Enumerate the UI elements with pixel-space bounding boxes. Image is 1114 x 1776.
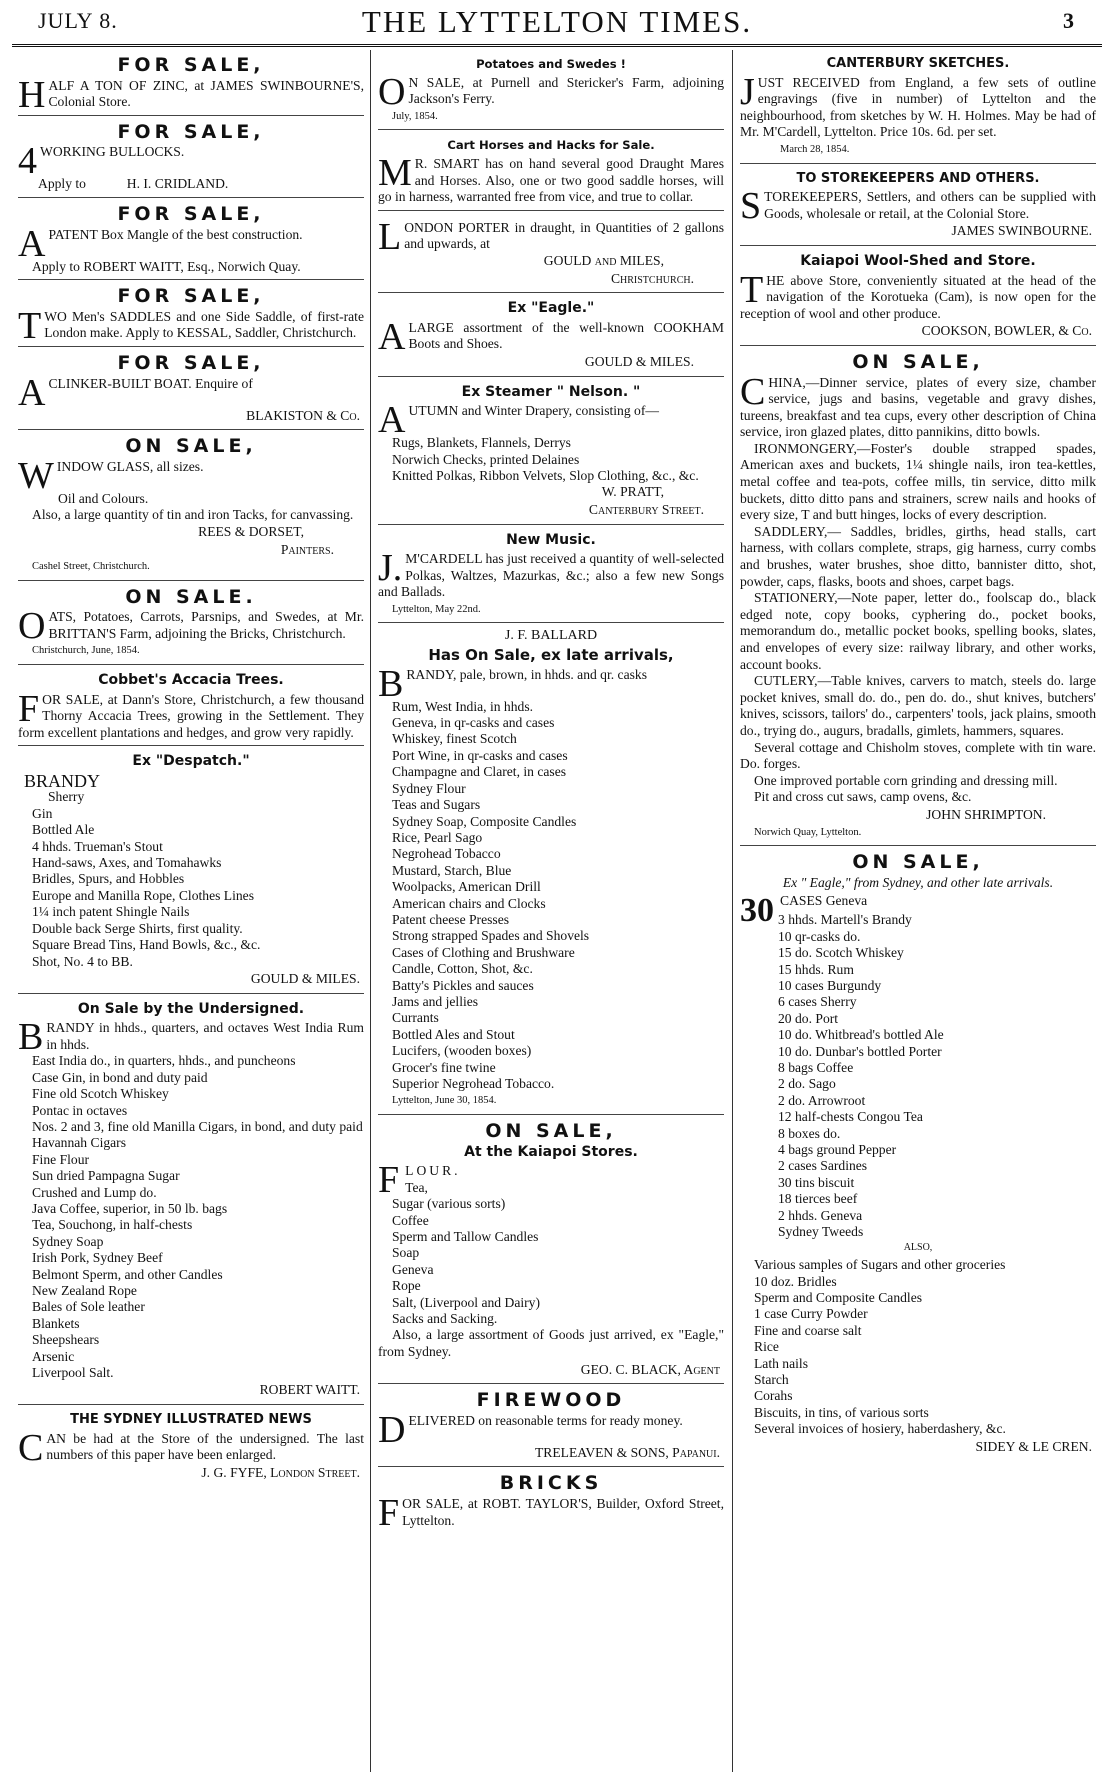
ad-text: OATS, Potatoes, Carrots, Parsnips, and Swedes, at Mr. BRITTAN'S Farm, adjoining the Bricks, Christchurch. (18, 605, 364, 648)
ad-text-2: Also, a large assortment of Goods just arrived, ex "Eagle," from Sydney. (378, 1327, 724, 1360)
list-item: Coffee (392, 1212, 429, 1228)
list-item: Fine and coarse salt (754, 1322, 862, 1338)
list-item: 30 tins biscuit (778, 1174, 855, 1190)
section-label: CUTLERY, (754, 673, 818, 689)
ad-shrimpton (740, 349, 1096, 846)
ad-signature: GOULD & MILES. (250, 970, 360, 986)
list-item: Double back Serge Shirts, first quality. (32, 920, 243, 936)
ad-signature: GEO. C. BLACK, Agent (580, 1361, 720, 1377)
list-item: 20 do. Port (778, 1010, 839, 1026)
ad-heading: J. F. BALLARD (504, 628, 598, 644)
list-item: 12 half-chests Congou Tea (778, 1109, 923, 1125)
ad-signature: GOULD & MILES. (584, 353, 694, 369)
list-item: Rugs, Blankets, Flannels, Derrys (392, 435, 571, 451)
ad-signature-2: Canterbury Street. (588, 501, 704, 517)
ad-text: AUTUMN and Winter Drapery, consisting of— (378, 399, 659, 442)
masthead-rule (12, 44, 1102, 47)
ad-undersigned (18, 997, 364, 1406)
list-item: Hand-saws, Axes, and Tomahawks (32, 855, 222, 871)
ad-heading: FOR SALE, (117, 285, 265, 308)
ad-date: March 28, 1854. (780, 143, 850, 155)
ad-signature: GOULD and MILES, (543, 252, 664, 268)
list-item: 18 tierces beef (778, 1191, 858, 1207)
list-item: Lucifers, (wooden boxes) (392, 1043, 532, 1059)
list-item: BRANDY (24, 771, 101, 792)
ad-signature: TRELEAVEN & SONS, Papanui. (534, 1444, 720, 1460)
ad-line: Oil and Colours. (58, 490, 149, 506)
list-item: Case Gin, in bond and duty paid (32, 1069, 208, 1085)
ad-apply: Apply to (38, 176, 86, 192)
section-text: — Saddles, bridles, girths, head stalls, cart harness, with collars complete, straps, gig harness, curry combs and brushes, water brushes, shoe ditto, bannister ditto, shot, powder, caps, flasks, boots and shoes, carpet bags. (740, 523, 1096, 589)
ad-signature: JOHN SHRIMPTON. (926, 806, 1046, 822)
ad-text: THE above Store, conveniently situated at the head of the navigation of the Korotueka (Cam), is now open for the reception of wool and other produce. (740, 268, 1096, 321)
ad-signature: REES & DORSET, (198, 523, 304, 539)
list-item: 10 doz. Bridles (754, 1273, 837, 1289)
mill-text: One improved portable corn grinding and dressing mill. (754, 772, 1058, 788)
ad-text: BRANDY, pale, brown, in hhds. and qr. casks (378, 662, 647, 705)
column-3 (740, 52, 1096, 1772)
ad-heading: On Sale by the Undersigned. (77, 1000, 305, 1017)
list-item: 2 hhds. Geneva (778, 1207, 863, 1223)
column-divider (370, 50, 371, 1772)
ad-boat (18, 350, 364, 430)
list-item: Sydney Flour (392, 780, 466, 796)
list-item: Champagne and Claret, in cases (392, 764, 567, 780)
ad-heading: THE SYDNEY ILLUSTRATED NEWS (70, 1412, 312, 1427)
ad-text: WINDOW GLASS, all sizes. (18, 454, 204, 497)
quantity-figure: 30 (740, 893, 774, 927)
list-item: 3 hhds. Martell's Brandy (778, 912, 912, 928)
list-item: Knitted Polkas, Ribbon Velvets, Slop Clothing, &c., &c. (392, 467, 699, 483)
newspaper-title: THE LYTTELTON TIMES. (361, 4, 753, 39)
list-item: Blankets (32, 1315, 80, 1331)
list-item: 15 hhds. Rum (778, 961, 854, 977)
ad-glass (18, 433, 364, 581)
list-item: Lath nails (754, 1355, 808, 1371)
ad-text: J.M'CARDELL has just received a quantity of well-selected Polkas, Waltzes, Mazurkas, &c.; also a few new Songs and Ballads. (378, 547, 724, 600)
ad-mangle (18, 201, 364, 280)
section-label: STATIONERY, (754, 590, 838, 606)
ad-nelson (378, 380, 724, 525)
ad-heading: ON SALE. (125, 585, 257, 608)
item-list (18, 1053, 364, 1381)
list-item: Sun dried Pampagna Sugar (32, 1168, 180, 1184)
list-item: Shot, No. 4 to BB. (32, 953, 133, 969)
ad-heading: FOR SALE, (117, 202, 265, 225)
ad-text: JUST RECEIVED from England, a few sets of outline engravings (five in number) of Lyttelton and the neighbourhood, from sketches by W. H. Holmes. May be had of Mr. M'Cardell, Lyttelton. Price 10s. 6d. per set. (740, 70, 1096, 140)
list-item: Negrohead Tobacco (392, 846, 501, 862)
ad-text: DELIVERED on reasonable terms for ready money. (378, 1408, 683, 1451)
ad-accacia (18, 668, 364, 746)
list-item: Sacks and Sacking. (392, 1311, 498, 1327)
list-item: Bridles, Spurs, and Hobbles (32, 871, 185, 887)
item-list (18, 773, 364, 970)
ad-bullocks (18, 119, 364, 198)
ad-sidey-lecren (740, 849, 1096, 1460)
list-item: Currants (392, 1010, 439, 1026)
ad-heading: Potatoes and Swedes ! (476, 57, 626, 71)
list-item: Sperm and Tallow Candles (392, 1229, 539, 1244)
ad-signature: COOKSON, BOWLER, & Co. (921, 323, 1092, 339)
list-item: 2 do. Sago (778, 1076, 836, 1092)
list-item: 2 cases Sardines (778, 1158, 868, 1174)
list-item: 15 do. Scotch Whiskey (778, 945, 904, 961)
ad-text: ALARGE assortment of the well-known COOKHAM Boots and Shoes. (378, 315, 724, 358)
ad-heading: Ex Steamer " Nelson. " (461, 383, 641, 400)
list-item: Cases of Clothing and Brushware (392, 944, 575, 960)
list-item: Belmont Sperm, and other Candles (32, 1266, 223, 1282)
ad-firewood (378, 1387, 724, 1467)
samples-text: Various samples of Sugars and other groceries (754, 1257, 1006, 1273)
ad-address: Cashel Street, Christchurch. (32, 561, 150, 573)
page-number: 3 (1063, 8, 1074, 33)
section-text: —Foster's double strapped spades, American axes and buckets, 1¼ shingle nails, iron tea-kettles, metal coffee and tea-pots, coffee mills, tin service, ditto milk buckets, ditto ditto pans and strainers, screw nails and hooks of every size, T and butt hinges, locks of every description. (740, 440, 1096, 523)
list-item: Sherry (48, 789, 85, 805)
list-item: Mustard, Starch, Blue (392, 862, 512, 878)
list-item: Square Bread Tins, Hand Bowls, &c., &c. (32, 937, 261, 953)
masthead (0, 0, 1114, 48)
ad-signature: H. I. CRIDLAND. (126, 176, 229, 192)
list-item: Crushed and Lump do. (32, 1184, 157, 1200)
ad-heading: ON SALE, (852, 350, 984, 373)
cutlery-section (740, 673, 1096, 739)
list-item: Patent cheese Presses (392, 911, 510, 927)
ad-heading: ON SALE, (125, 435, 257, 458)
ad-signature: SIDEY & LE CREN. (975, 1438, 1092, 1454)
list-item: Rice (754, 1339, 779, 1355)
item-list-2 (740, 1274, 1096, 1438)
ad-subheading: Has On Sale, ex late arrivals, (428, 646, 674, 665)
item-list (378, 435, 724, 484)
list-item: Bottled Ale (32, 822, 95, 838)
ad-heading: Cart Horses and Hacks for Sale. (447, 138, 655, 153)
ad-woolshed (740, 249, 1096, 346)
ad-signature: ROBERT WAITT. (259, 1382, 360, 1398)
list-item: Nos. 2 and 3, fine old Manilla Cigars, in bond, and duty paid (32, 1118, 363, 1134)
ad-apply: Apply to ROBERT WAITT, Esq., Norwich Quay. (32, 258, 301, 274)
list-item: Bales of Sole leather (32, 1299, 145, 1315)
section-label: SADDLERY, (754, 523, 828, 539)
list-item: Strong strapped Spades and Shovels (392, 928, 590, 944)
ad-horses (378, 133, 724, 210)
list-item: 4 hhds. Trueman's Stout (32, 838, 163, 854)
ad-signature: W. PRATT, (601, 484, 664, 500)
ad-heading: ON SALE, (485, 1120, 617, 1142)
item-list (378, 699, 724, 1093)
list-item: Fine old Scotch Whiskey (32, 1086, 169, 1102)
ad-text: CHINA,—Dinner service, plates of every size, chamber service, jugs and basins, vegetable and gravy dishes, tureens, breakfast and tea cups, every other description of China service, iron glazed plates, ditto pannikins, ditto bowls. (740, 370, 1096, 440)
list-item: 8 boxes do. (778, 1125, 841, 1141)
item-list (378, 1180, 724, 1328)
list-item: Several invoices of hosiery, haberdashery, &c. (754, 1421, 1006, 1437)
issue-date: JULY 8. (38, 8, 118, 33)
list-item: Fine Flour (32, 1151, 90, 1167)
also-label: ALSO, (903, 1242, 933, 1254)
list-item: Rice, Pearl Sago (392, 829, 483, 845)
ad-signature: J. G. FYFE, London Street. (201, 1464, 360, 1480)
ad-signature: JAMES SWINBOURNE. (951, 223, 1092, 239)
list-item: Tea, Souchong, in half-chests (32, 1217, 193, 1233)
ad-heading: FOR SALE, (117, 351, 265, 374)
list-item: Europe and Manilla Rope, Clothes Lines (32, 887, 254, 903)
ad-music (378, 528, 724, 624)
ad-bricks (378, 1470, 724, 1533)
saddlery-section (740, 524, 1096, 590)
list-item: Grocer's fine twine (392, 1059, 496, 1075)
section-text: —Note paper, letter do., foolscap do., black edged note, copy books, cyphering do., pocket books, memorandum do., metallic pocket books, spelling books, slates, and envelopes of every size: railway library, and other works, account books. (740, 590, 1096, 672)
list-item: Salt, (Liverpool and Dairy) (392, 1294, 540, 1310)
list-item: Biscuits, in tins, of various sorts (754, 1404, 929, 1420)
list-item: 10 do. Dunbar's bottled Porter (778, 1043, 942, 1059)
ad-text: ACLINKER-BUILT BOAT. Enquire of (18, 371, 253, 414)
ironmongery-section (740, 441, 1096, 524)
list-item: 10 cases Burgundy (778, 977, 882, 993)
ad-porter (378, 214, 724, 293)
ad-heading: Kaiapoi Wool-Shed and Store. (800, 252, 1036, 269)
list-item: Jams and jellies (392, 993, 479, 1009)
list-item: Teas and Sugars (392, 797, 481, 813)
list-item: Rope (392, 1278, 421, 1294)
list-item: Norwich Checks, printed Delaines (392, 451, 580, 467)
ad-date: Christchurch, June, 1854. (32, 645, 140, 657)
first-item: CASES Geneva (780, 893, 868, 909)
list-item: Arsenic (32, 1348, 75, 1364)
ad-heading: New Music. (506, 531, 596, 548)
ad-text: TWO Men's SADDLES and one Side Saddle, of first-rate London make. Apply to KESSAL, Saddler, Christchurch. (18, 304, 364, 347)
ad-storekeepers (740, 167, 1096, 246)
ad-date: Lyttelton, May 22nd. (392, 603, 481, 615)
ad-text: BRANDY in hhds., quarters, and octaves West India Rum in hhds. (18, 1016, 364, 1059)
list-item: 8 bags Coffee (778, 1059, 854, 1075)
list-item: Irish Pork, Sydney Beef (32, 1250, 163, 1266)
item-list (740, 912, 1096, 1240)
ad-heading: CANTERBURY SKETCHES. (826, 56, 1010, 71)
ad-heading: FIREWOOD (476, 1389, 626, 1412)
list-item: Soap (392, 1245, 420, 1261)
ad-signature-2: Painters. (280, 541, 334, 557)
list-item: Sugar (various sorts) (392, 1196, 506, 1212)
ad-text: FOR SALE, at ROBT. TAYLOR'S, Builder, Oxford Street, Lyttelton. (378, 1492, 724, 1534)
ad-zinc (18, 52, 364, 116)
list-item: East India do., in quarters, hhds., and puncheons (32, 1053, 296, 1069)
ad-heading: Cobbet's Accacia Trees. (98, 672, 284, 689)
column-2 (378, 52, 724, 1772)
ad-text: CAN be had at the Store of the undersigned. The last numbers of this paper have been enlarged. (18, 1426, 364, 1469)
list-item: Bottled Ales and Stout (392, 1026, 515, 1042)
list-item: American chairs and Clocks (392, 895, 546, 911)
column-1 (18, 52, 364, 1772)
list-item: Corahs (754, 1388, 793, 1404)
list-item: Havannah Cigars (32, 1135, 126, 1151)
list-item: Sydney Soap, Composite Candles (392, 813, 577, 829)
ad-date: Lyttelton, June 30, 1854. (392, 1095, 497, 1107)
list-item: 10 do. Whitbread's bottled Ale (778, 1027, 944, 1043)
ad-heading: FOR SALE, (117, 54, 265, 76)
ad-saddles (18, 283, 364, 347)
list-item: New Zealand Rope (32, 1282, 137, 1298)
column-divider (732, 50, 733, 1772)
ad-text: LONDON PORTER in draught, in Quantities of 2 gallons and upwards, at (378, 215, 724, 258)
list-item: Batty's Pickles and sauces (392, 977, 534, 993)
ad-text: FLOUR. (378, 1159, 461, 1202)
list-item: 4 bags ground Pepper (778, 1142, 897, 1157)
list-item: Tea, (405, 1179, 428, 1195)
section-label: IRONMONGERY, (754, 440, 857, 456)
stoves-text: Several cottage and Chisholm stoves, complete with tin ware. Do. forges. (740, 739, 1096, 772)
ad-signature: BLAKISTON & Co. (246, 407, 360, 423)
stationery-section (740, 590, 1096, 673)
ad-despatch (18, 749, 364, 993)
list-item: Geneva (392, 1261, 434, 1277)
section-text: —Table knives, carvers to match, steels do. large pocket knives, small do. do., pen do. do., shut knives, butchers' knives, scissors, tailors' do., carpenters' tools, jack plains, smooth do., trying do., augurs, bradalls, gimlets, hammers, squares. (740, 673, 1096, 738)
list-item: Sheepshears (32, 1332, 100, 1348)
ad-text: HALF A TON OF ZINC, at JAMES SWINBOURNE'S, Colonial Store. (18, 73, 364, 116)
ad-heading: FOR SALE, (117, 120, 265, 143)
ad-heading: TO STOREKEEPERS AND OTHERS. (796, 170, 1040, 186)
ad-text: 4WORKING BULLOCKS. (18, 140, 185, 183)
list-item: Sperm and Composite Candles (754, 1290, 923, 1306)
list-item: Geneva, in qr-casks and cases (392, 715, 555, 731)
list-item: 1 case Curry Powder (754, 1306, 868, 1322)
list-item: Whiskey, finest Scotch (392, 731, 517, 747)
list-item: Port Wine, in qr-casks and cases (392, 747, 568, 763)
ad-ballard (378, 626, 724, 1115)
saws-text: Pit and cross cut saws, camp ovens, &c. (754, 789, 972, 805)
list-item: Superior Negrohead Tobacco. (392, 1076, 555, 1091)
list-item: 1¼ inch patent Shingle Nails (32, 904, 190, 920)
ad-kaiapoi-stores (378, 1118, 724, 1384)
list-item: Rum, West India, in hhds. (392, 698, 534, 714)
list-item: Sydney Tweeds (778, 1224, 864, 1240)
list-item: Java Coffee, superior, in 50 lb. bags (32, 1200, 228, 1216)
ad-date: July, 1854. (392, 110, 438, 122)
list-item: 6 cases Sherry (778, 994, 857, 1010)
ad-heading: Ex "Despatch." (132, 753, 250, 770)
list-item: 10 qr-casks do. (778, 928, 861, 944)
ad-text: MR. SMART has on hand several good Draught Mares and Horses. Also, one or two good saddle horses, will go in harness, warranted free from vice, and true to collar. (378, 151, 724, 205)
ad-oats (18, 584, 364, 665)
ad-signature-2: Christchurch. (610, 270, 694, 286)
ad-text-2: Also, a large quantity of tin and iron Tacks, for canvassing. (32, 507, 354, 523)
list-item: Starch (754, 1372, 789, 1388)
list-item: Sydney Soap (32, 1233, 104, 1249)
list-item: Liverpool Salt. (32, 1365, 114, 1380)
ad-subheading: Ex " Eagle," from Sydney, and other late arrivals. (782, 874, 1054, 890)
ad-text: STOREKEEPERS, Settlers, and others can be supplied with Goods, wholesale or retail, at the Colonial Store. (740, 185, 1096, 228)
ad-eagle (378, 296, 724, 376)
list-item: Gin (32, 805, 53, 821)
list-item: Pontac in octaves (32, 1102, 128, 1118)
ad-subheading: At the Kaiapoi Stores. (464, 1143, 638, 1160)
ad-heading: Ex "Eagle." (507, 300, 595, 317)
list-item: Woolpacks, American Drill (392, 879, 541, 895)
ad-potatoes (378, 52, 724, 130)
list-item: 2 do. Arrowroot (778, 1092, 866, 1108)
ad-heading: BRICKS (499, 1472, 603, 1495)
list-item: Candle, Cotton, Shot, &c. (392, 961, 533, 977)
ad-heading: ON SALE, (852, 851, 984, 874)
ad-text: APATENT Box Mangle of the best construction. (18, 222, 303, 265)
ad-address: Norwich Quay, Lyttelton. (754, 826, 862, 838)
ad-sketches (740, 52, 1096, 164)
ad-sydney-news (18, 1408, 364, 1486)
ad-text: FOR SALE, at Dann's Store, Christchurch, a few thousand Thorny Accacia Trees, growing in the Settlement. They form excellent plantations and hedges, and grow very rapidly. (18, 687, 364, 740)
ad-text: ON SALE, at Purnell and Stericker's Farm, adjoining Jackson's Ferry. (378, 70, 724, 113)
